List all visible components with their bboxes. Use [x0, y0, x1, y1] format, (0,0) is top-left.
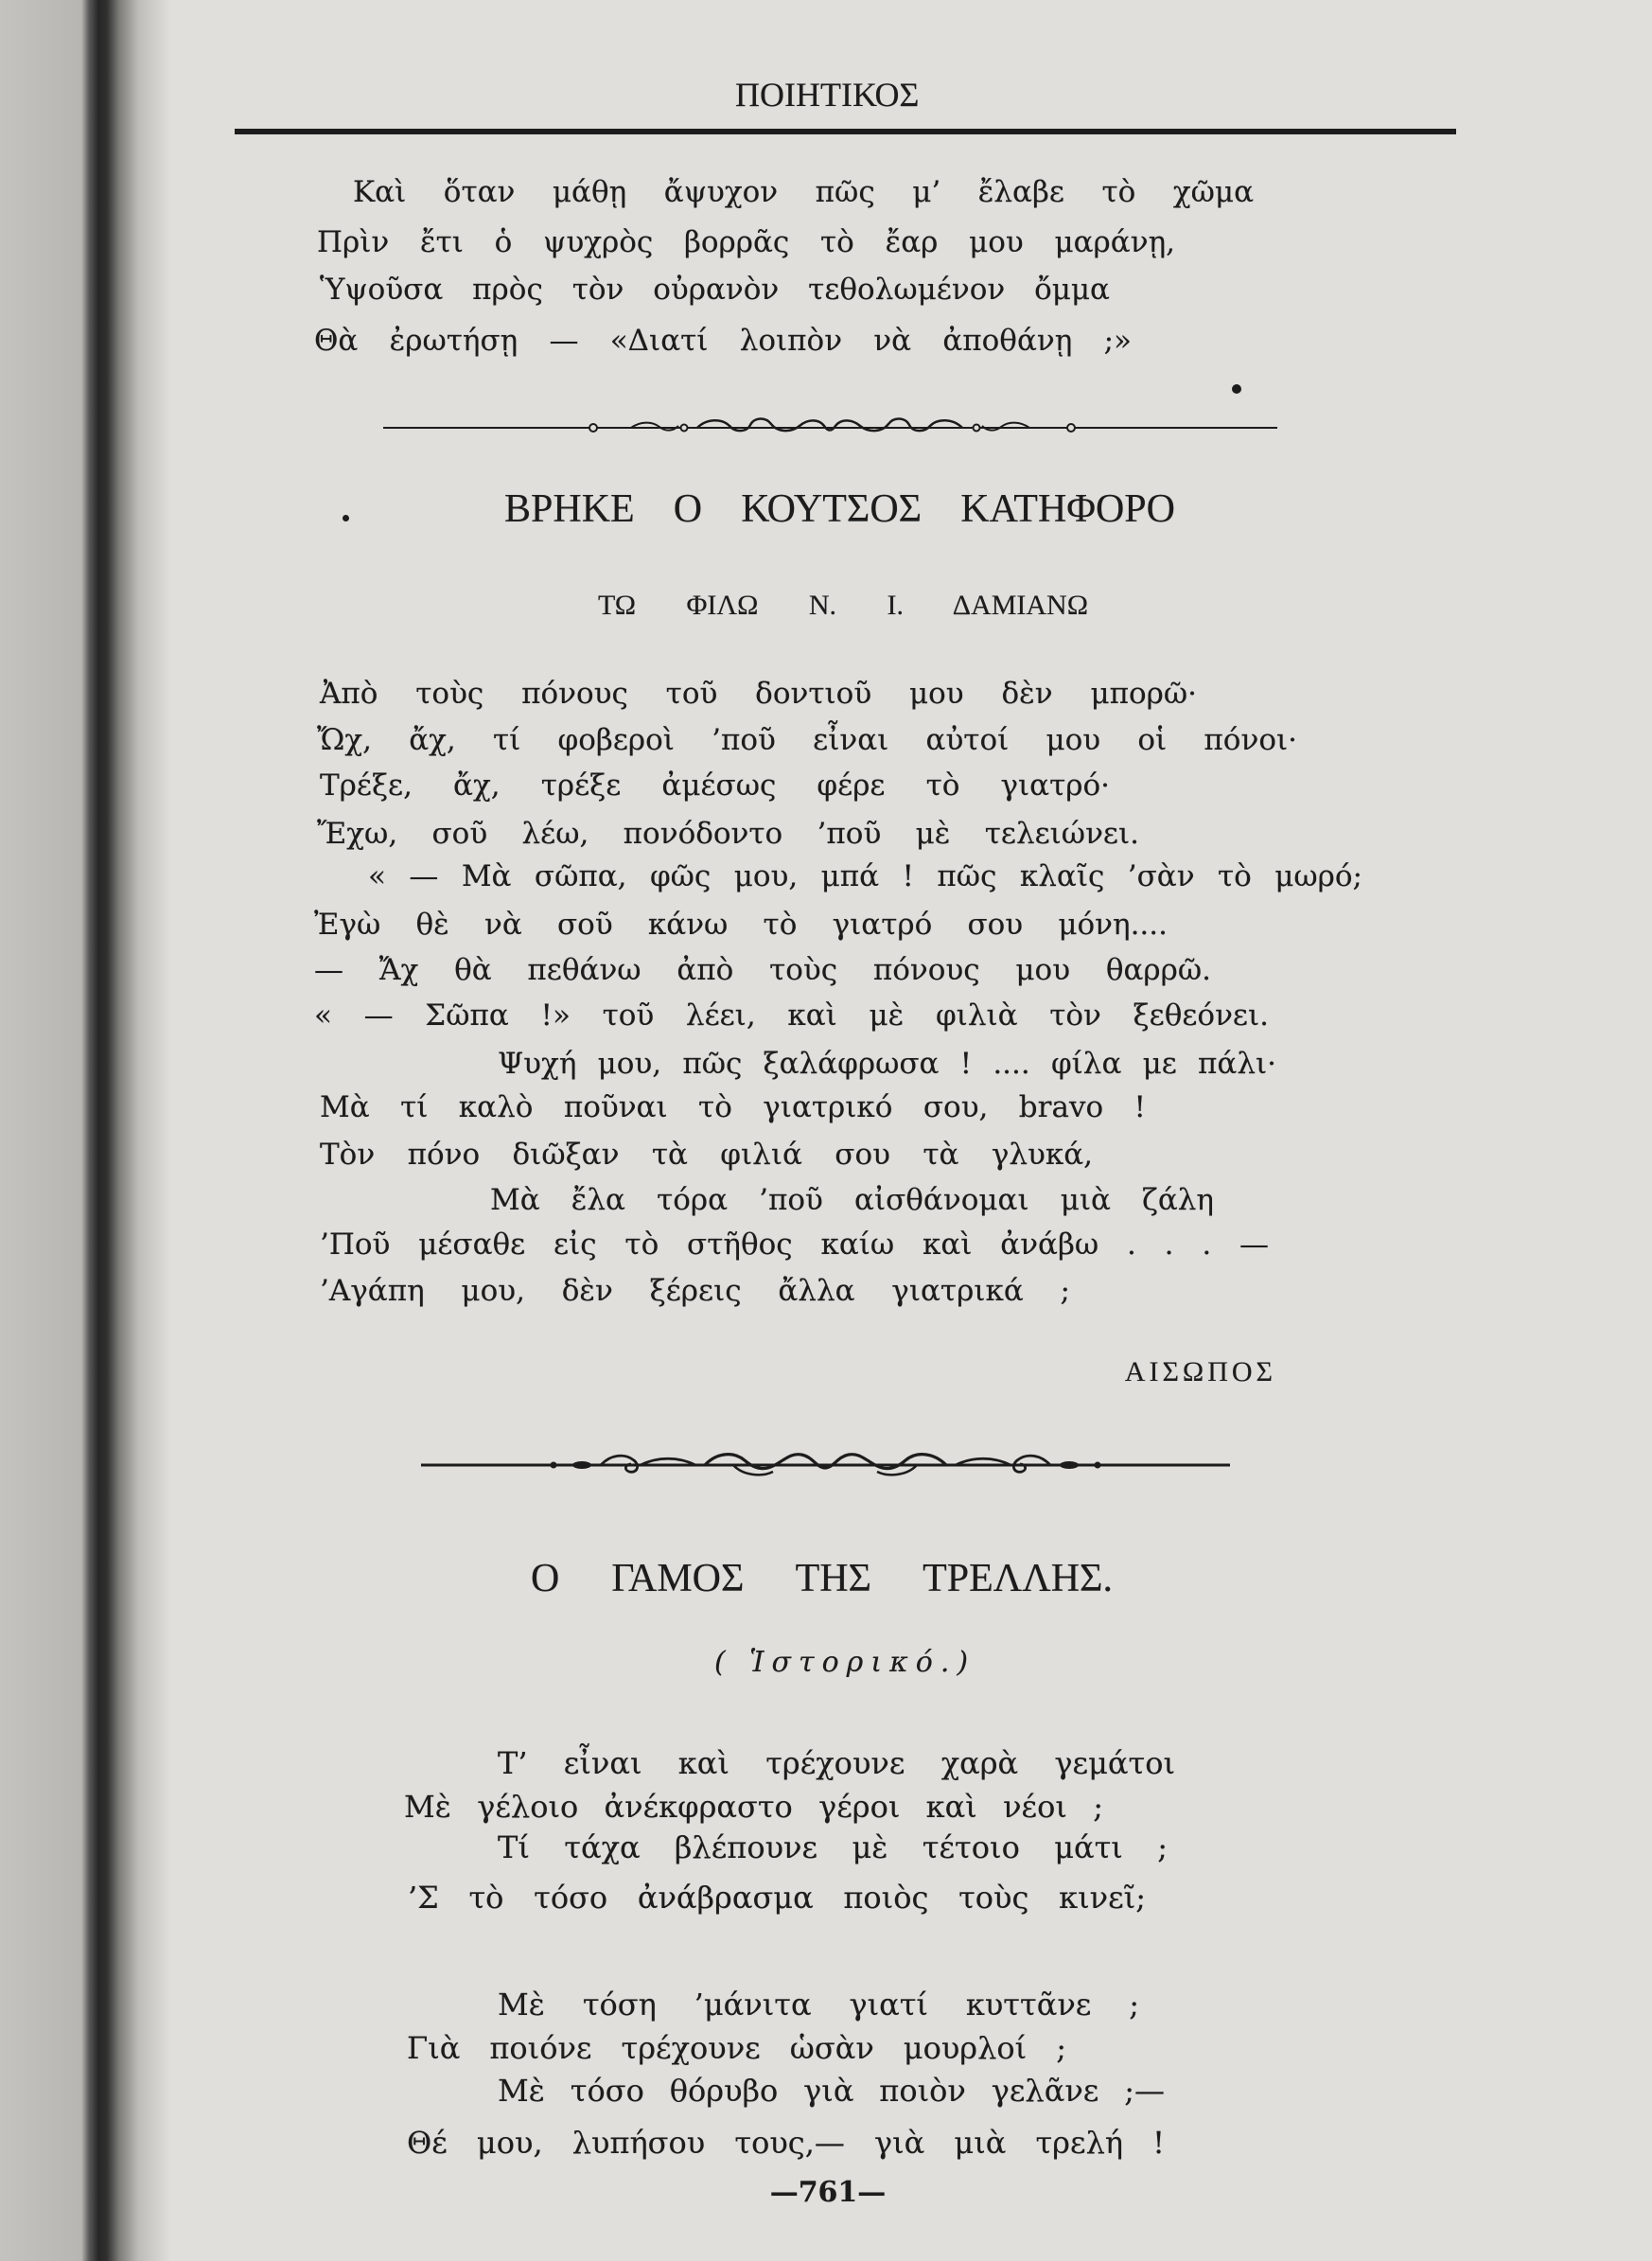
- verse-line: Ἔχω, σοῦ λέω, πονόδοντο ’ποῦ μὲ τελειώνει.: [317, 817, 1139, 851]
- verse-line: ’Σ τὸ τόσο ἀνάβρασμα ποιὸς τοὺς κινεῖ;: [408, 1880, 1146, 1916]
- fragment-line-1: Καὶ ὅταν μάθῃ ἄψυχον πῶς μ’ ἔλαβε τὸ χῶμα: [353, 175, 1254, 209]
- divider-leaf: [572, 1461, 591, 1469]
- divider-flourish: [697, 418, 962, 431]
- poem-title: ΒΡΗΚΕ Ο ΚΟΥΤΣΟΣ ΚΑΤΗΦΟΡΟ: [504, 487, 1175, 531]
- verse-line: Ἀπὸ τοὺς πόνους τοῦ δοντιοῦ μου δὲν μπορῶ·: [320, 677, 1197, 711]
- divider-ring: [589, 424, 597, 432]
- verse-line: « — Σῶπα !» τοῦ λέει, καὶ μὲ φιλιὰ τὸν ξεθεόνει.: [314, 998, 1269, 1033]
- poem-dedication: ΤΩ ΦΙΛΩ Ν. Ι. ΔΑΜΙΑΝΩ: [598, 590, 1088, 621]
- verse-line: Μὰ ἔλα τόρα ’ποῦ αἰσθάνομαι μιὰ ζάλη: [490, 1183, 1214, 1217]
- page-number: —761—: [769, 2176, 887, 2209]
- verse-line: Γιὰ ποιόνε τρέχουνε ὡσὰν μουρλοί ;: [407, 2030, 1066, 2066]
- verse-line: Τί τάχα βλέπουνε μὲ τέτοιο μάτι ;: [498, 1829, 1168, 1865]
- verse-line: Ψυχή μου, πῶς ξαλάφρωσα ! .... φίλα με πάλι·: [498, 1047, 1276, 1081]
- poem-signature: ΑΙΣΩΠΟΣ: [1124, 1356, 1276, 1387]
- verse-line: Μὰ τί καλὸ ποῦναι τὸ γιατρικό σου, bravo !: [320, 1090, 1146, 1124]
- verse-line: Τὸν πόνο διῶξαν τὰ φιλιά σου τὰ γλυκά,: [320, 1138, 1093, 1172]
- verse-line: Μὲ τόση ’μάνιτα γιατί κυττᾶνε ;: [498, 1987, 1139, 2023]
- divider-dot: [1095, 1462, 1101, 1469]
- fragment-line-4: Θὰ ἐρωτήσῃ — «Διατί λοιπὸν νὰ ἀποθάνῃ ;»: [314, 324, 1132, 358]
- verse-line: Θέ μου, λυπήσου τους,— γιὰ μιὰ τρελή !: [407, 2125, 1165, 2161]
- divider-ring: [681, 425, 688, 432]
- divider-ring: [974, 425, 980, 432]
- verse-line: Ὤχ, ἄχ, τί φοβεροὶ ’ποῦ εἶναι αὐτοί μου οἱ πόνοι·: [317, 723, 1297, 757]
- divider-ring: [1067, 424, 1075, 432]
- header-rule: [235, 129, 1456, 134]
- verse-line: Τρέξε, ἄχ, τρέξε ἀμέσως φέρε τὸ γιατρό·: [320, 768, 1110, 803]
- fragment-line-2: Πρὶν ἔτι ὁ ψυχρὸς βορρᾶς τὸ ἔαρ μου μαράνῃ,: [317, 225, 1175, 259]
- fragment-line-3: Ὑψοῦσα πρὸς τὸν οὐρανὸν τεθολωμένον ὄμμα: [320, 273, 1110, 307]
- running-header: ΠΟΙΗΤΙΚΟΣ: [735, 76, 920, 114]
- verse-line: — Ἄχ θὰ πεθάνω ἀπὸ τοὺς πόνους μου θαρρῶ.: [314, 953, 1211, 987]
- verse-line: Ἐγὼ θὲ νὰ σοῦ κάνω τὸ γιατρό σου μόνη....: [314, 908, 1168, 942]
- verse-line: Τ’ εἶναι καὶ τρέχουνε χαρὰ γεμάτοι: [498, 1745, 1175, 1781]
- ornamental-divider: [421, 1443, 1230, 1487]
- ornamental-divider: [383, 407, 1277, 449]
- verse-line: « — Μὰ σῶπα, φῶς μου, μπά ! πῶς κλαῖς ’σὰν τὸ μωρό;: [368, 859, 1362, 893]
- divider-tendril-right: [982, 423, 1029, 431]
- divider-leaf: [1060, 1461, 1079, 1469]
- ink-speck: [1232, 384, 1241, 394]
- verse-line: Μὲ γέλοιο ἀνέκφραστο γέροι καὶ νέοι ;: [404, 1789, 1103, 1825]
- poem-subtitle: ( Ἱστορικό.): [713, 1646, 976, 1679]
- divider-dot: [551, 1462, 557, 1469]
- ink-speck: [343, 515, 349, 521]
- verse-line: ’Αγάπη μου, δὲν ξέρεις ἄλλα γιατρικά ;: [320, 1274, 1070, 1308]
- poem-title: Ο ΓΑΜΟΣ ΤΗΣ ΤΡΕΛΛΗΣ.: [531, 1557, 1113, 1600]
- verse-line: Μὲ τόσο θόρυβο γιὰ ποιὸν γελᾶνε ;—: [498, 2073, 1165, 2109]
- verse-line: ’Ποῦ μέσαθε εἰς τὸ στῆθος καίω καὶ ἀνάβω . . . —: [320, 1228, 1269, 1262]
- binding-shadow: [0, 0, 170, 2261]
- divider-tendril-left: [631, 423, 678, 431]
